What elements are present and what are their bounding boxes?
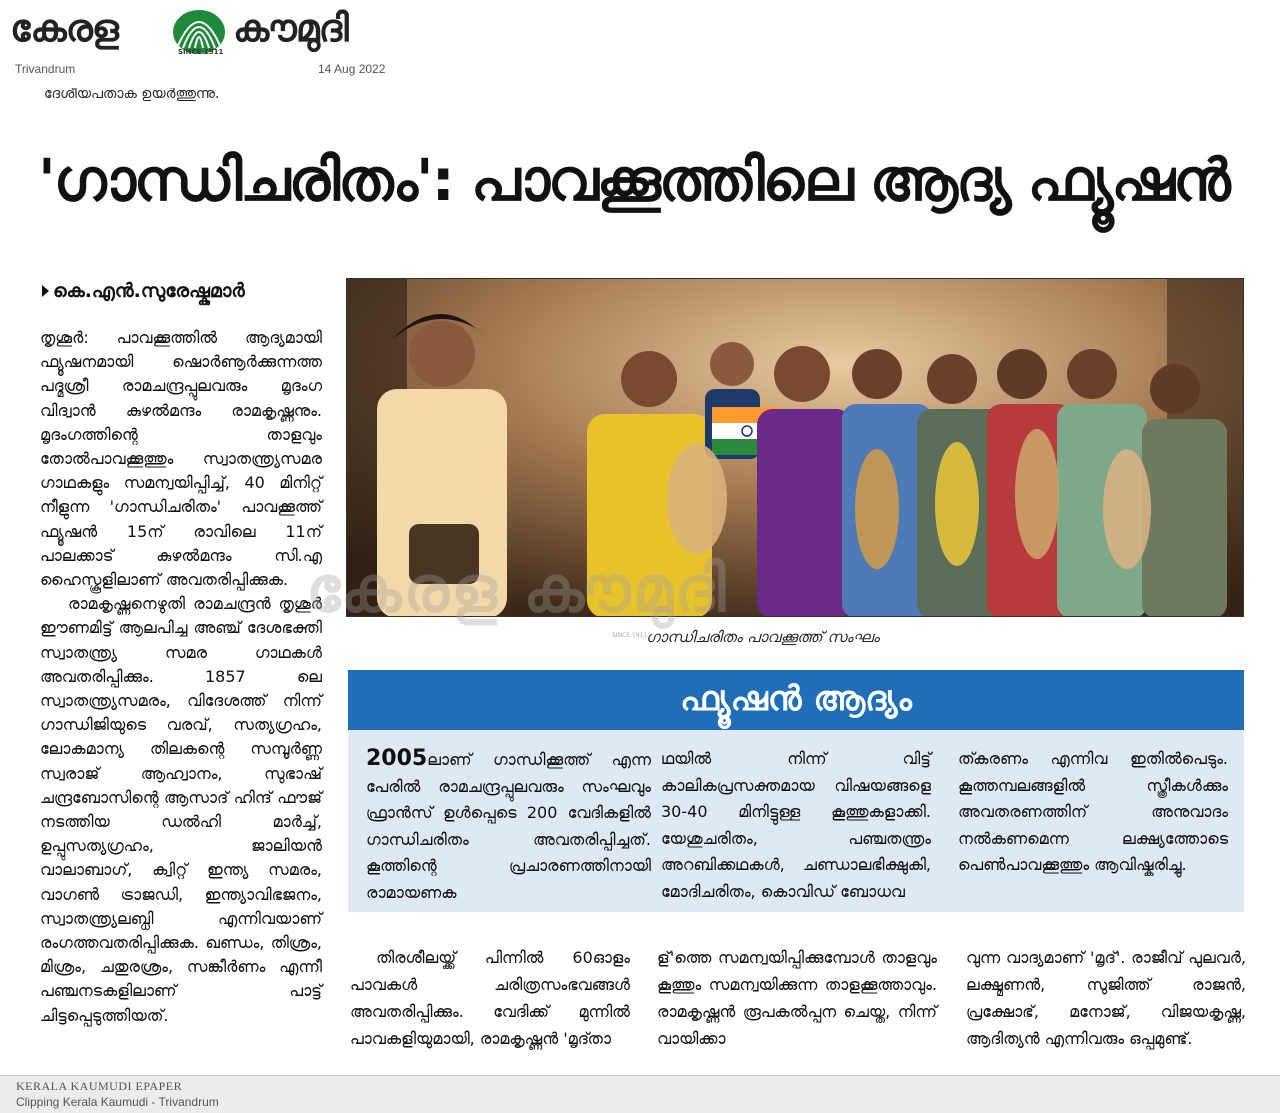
sidebar-column-text: ലാണ് ഗാന്ധിക്കൂത്ത് എന്ന പേരിൽ രാമചന്ദ്രപ്പുലവരും സംഘവും ഫ്രാൻസ് ഉൾപ്പെടെ 200 വേദികളിൽ ഗാന്ധിചരിതം അവതരിപ്പിച്ചത്. കൂത്തിന്റെ പ്രചാരണത്തിനായി രാമായണക bbox=[366, 750, 651, 902]
issue-date: 14 Aug 2022 bbox=[318, 62, 386, 76]
sidebar-box-heading: ഫ്യൂഷൻ ആദ്യം bbox=[348, 670, 1244, 730]
lower-article-column: ള്'ത്തെ സമന്വയിപ്പിക്കുമ്പോൾ താളവും കൂത്തും സമന്വയിക്കുന്ന താളക്കൂത്താവും. രാമകൃഷ്ണൻ രൂപകൽപ്പന ചെയ്ത, നിന്ന് വായിക്കാ bbox=[657, 948, 937, 1048]
lower-article-column: തിരശീലയ്ക്ക് പിന്നിൽ 60ഓളം പാവകൾ ചരിത്രസംഭവങ്ങൾ അവതരിപ്പിക്കും. വേദിക്ക് മുന്നിൽ പാവകളിയുമായി, രാമകൃഷ്ണൻ 'മൃദ്താ bbox=[350, 948, 630, 1048]
footer-clipping-source: Clipping Kerala Kaumudi - Trivandrum bbox=[16, 1095, 219, 1109]
sidebar-box bbox=[348, 730, 1244, 912]
masthead bbox=[8, 2, 408, 80]
byline-arrow-icon bbox=[42, 285, 49, 297]
sidebar-box-column: ത്കരണം എന്നിവ ഇതിൽപെടും. കൂത്തമ്പലങ്ങളിൽ സ്ത്രീകൾക്കും അവതരണത്തിന് അനുവാദം നൽകണമെന്ന ലക്ഷ്യത്തോടെ പെൺപാവക്കൂത്തും ആവിഷ്കരിച്ചു. bbox=[958, 749, 1228, 874]
lower-article-column: വുന്ന വാദ്യമാണ് 'മൃദ്'. രാജീവ് പുലവർ, ലക്ഷ്മണൻ, സുജിത്ത് രാജൻ, പ്രക്ഷോഭ്, മനോജ്, വിജയകൃഷ്ണ, ആദിത്യൻ എന്നിവരും ഒപ്പമുണ്ട്. bbox=[966, 948, 1246, 1048]
edition-label: Trivandrum bbox=[15, 62, 76, 76]
masthead-title-part2: കൗമുദി bbox=[233, 6, 348, 50]
previous-article-tail: ദേശീയപതാക ഉയർത്തുന്നു. bbox=[44, 88, 220, 102]
epaper-footer bbox=[0, 1075, 1280, 1113]
byline-author: കെ.എൻ.സുരേഷ്കുമാർ bbox=[53, 280, 245, 302]
photo-caption: ഗാന്ധിചരിതം പാവക്കൂത്ത് സംഘം bbox=[646, 628, 880, 646]
byline bbox=[42, 280, 245, 302]
watermark-since: SINCE 1911 bbox=[612, 632, 648, 639]
lead-article-column bbox=[40, 326, 322, 1028]
masthead-since: SINCE 1911 bbox=[178, 48, 224, 56]
sidebar-box-column: ഥയിൽ നിന്ന് വിട്ട് കാലികപ്രസക്തമായ വിഷയങ്ങളെ 30-40 മിനിട്ടുള്ള കൂത്തുകളാക്കി. യേശുചരിതം, പഞ്ചതന്ത്രം അറബിക്കഥകൾ, ചണ്ഡാലഭിക്ഷുകി, മോദിചരിതം, കൊവിഡ് ബോധവ bbox=[661, 749, 931, 901]
sidebar-box-column bbox=[366, 746, 651, 906]
headline: 'ഗാന്ധിചരിതം': പാവക്കൂത്തിലെ ആദ്യ ഫ്യൂഷൻ bbox=[38, 146, 1229, 214]
lead-paragraph: രാമകൃഷ്ണനെഴുതി രാമചന്ദ്രൻ തൃശൂർ ഈണമിട്ട് ആലപിച്ച അഞ്ച് ദേശഭക്തി സ്വാതന്ത്ര്യ സമര ഗാഥകൾ അവതരിപ്പിക്കും. 1857 ലെ സ്വാതന്ത്ര്യസമരം, വിദേശത്ത് നിന്ന് ഗാന്ധിജിയുടെ വരവ്, സത്യഗ്രഹം, ലോകമാന്യ തിലകന്റെ സമ്പൂർണ്ണ സ്വരാജ് ആഹ്വാനം, സുഭാഷ് ചന്ദ്രബോസിന്റെ ആസാദ് ഹിന്ദ് ഫൗജ് നടത്തിയ ഡൽഹി മാർച്ച്, ഉപ്പുസത്യഗ്രഹം, ജാലിയൻ വാലാബാഗ്, ക്വിറ്റ് ഇന്ത്യ സമരം, വാഗൺ ട്രാജഡി, ഇന്ത്യാവിഭജനം, സ്വാതന്ത്ര്യലബ്ധി എന്നിവയാണ് രംഗത്തവതരിപ്പിക്കുക. ഖണ്ഡം, തിശ്രം, മിശ്രം, ചതുരശ്രം, സങ്കീർണം എന്നീ പഞ്ചനടകളിലാണ് പാട്ട് ചിട്ടപ്പെടുത്തിയത്. bbox=[40, 594, 322, 1025]
lead-paragraph: തൃശൂർ: പാവക്കൂത്തിൽ ആദ്യമായി ഫ്യൂഷനമായി ഷൊർണൂർക്കുന്നത്ത പദ്മശ്രീ രാമചന്ദ്രപ്പുലവരും മൃദംഗ വിദ്വാൻ കുഴൽമന്ദം രാമകൃഷ്ണനും. മൃദംഗത്തിന്റെ താളവും തോൽപാവക്കൂത്തും സ്വാതന്ത്ര്യസമര ഗാഥകളും സമന്വയിപ്പിച്ച്, 40 മിനിറ്റ് നീളുന്ന 'ഗാന്ധിചരിതം' പാവക്കൂത്ത് ഫ്യൂഷൻ 15ന് രാവിലെ 11ന് പാലക്കാട് കുഴൽമന്ദം സി.എ ഹൈസ്കൂളിലാണ് അവതരിപ്പിക്കുക. bbox=[40, 328, 322, 590]
masthead-title-part1: കേരള bbox=[10, 6, 118, 50]
newspaper-watermark: കേരള കൗമുദി bbox=[306, 553, 728, 627]
footer-brand: KERALA KAUMUDI EPAPER bbox=[16, 1079, 183, 1093]
masthead-logo-icon bbox=[168, 4, 230, 54]
sidebar-lead-number: 2005 bbox=[366, 746, 428, 771]
